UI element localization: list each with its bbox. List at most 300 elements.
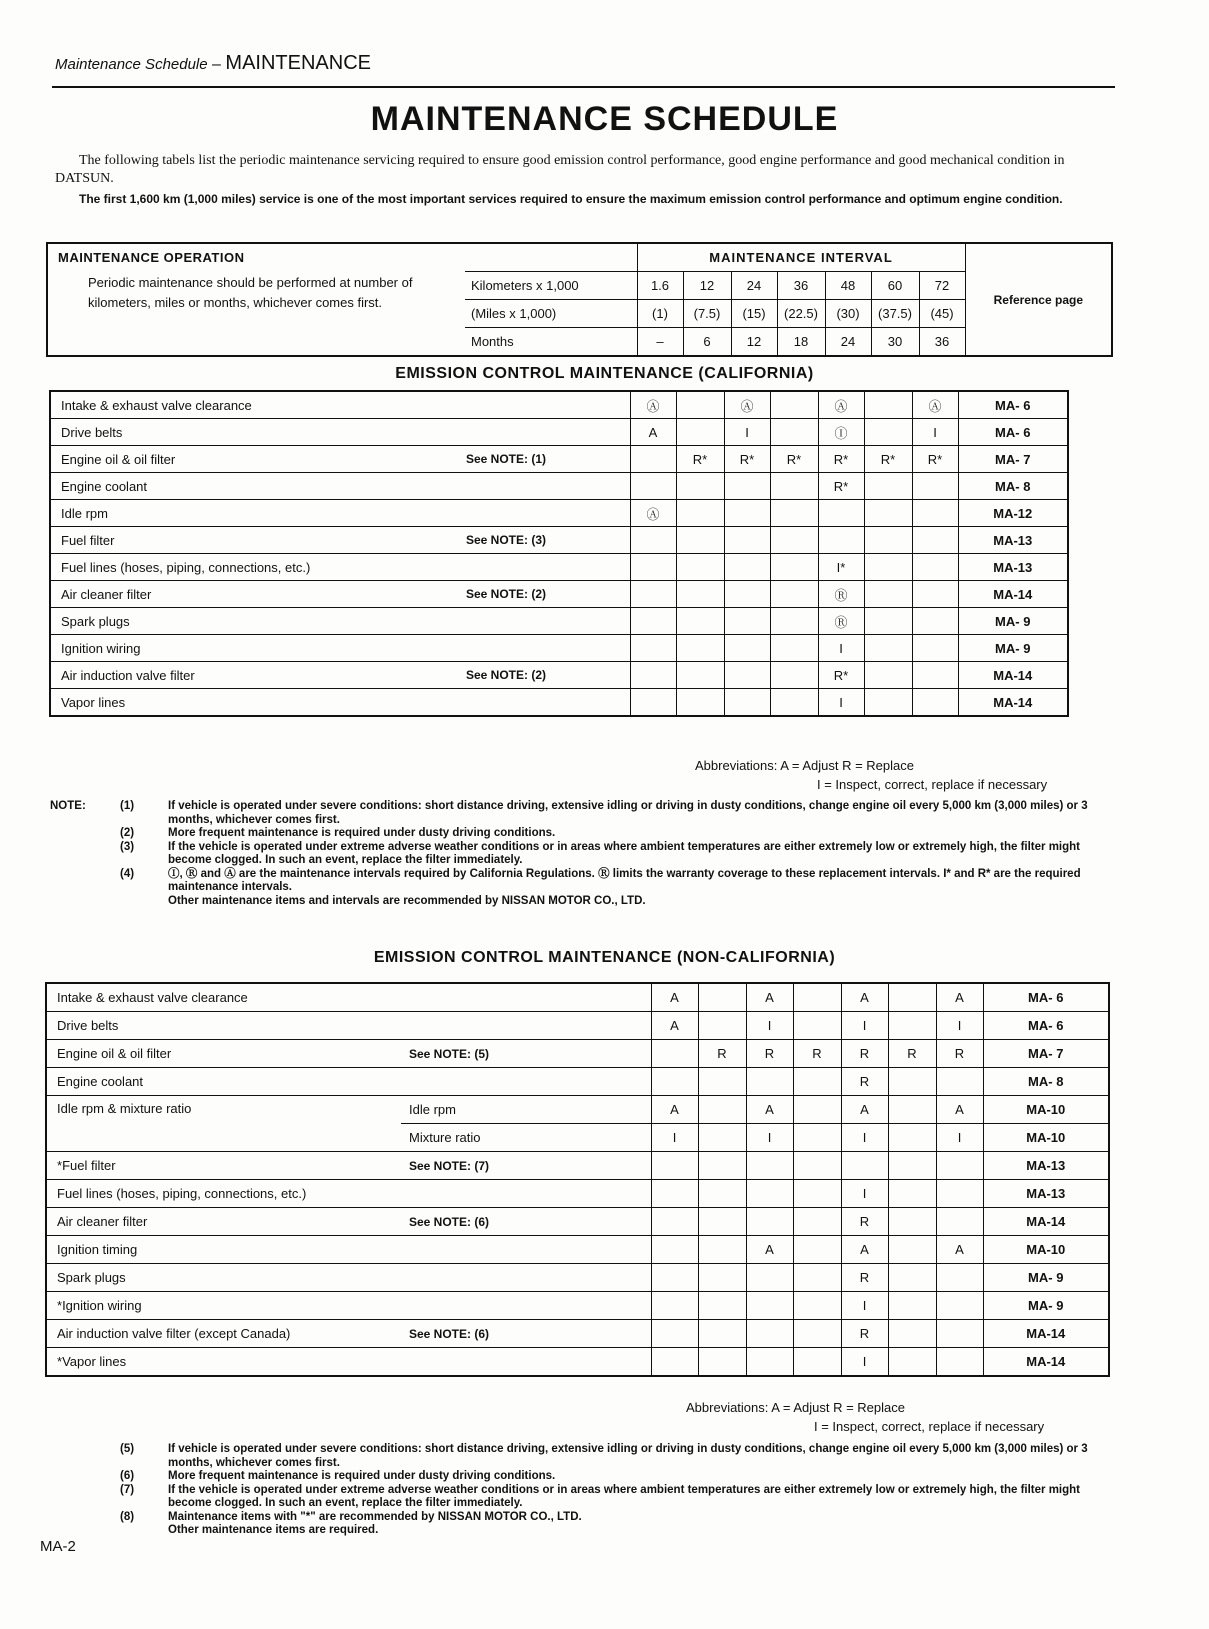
reference-page: MA- 9: [958, 635, 1068, 662]
interval-mark: [912, 527, 958, 554]
interval-value: (37.5): [871, 300, 919, 328]
interval-mark: [888, 1152, 936, 1180]
interval-mark: [793, 1208, 841, 1236]
item-note: [401, 1236, 651, 1264]
interval-mark: R: [793, 1040, 841, 1068]
note-number: (8): [120, 1510, 135, 1523]
interval-mark: [864, 419, 912, 446]
item-name: [50, 527, 458, 554]
item-note: [458, 635, 630, 662]
interval-mark: [936, 1180, 983, 1208]
interval-mark: R: [841, 1208, 888, 1236]
reference-page: MA-13: [958, 554, 1068, 581]
interval-mark: I: [841, 1012, 888, 1040]
note-label: [50, 895, 120, 909]
item-name: [50, 689, 458, 717]
schedule-row: [46, 1180, 1109, 1208]
reference-page: MA-14: [958, 581, 1068, 608]
interval-mark: I: [936, 1124, 983, 1152]
interval-mark: [888, 1124, 936, 1152]
item-label: Ignition timing: [57, 1242, 138, 1257]
item-note: [401, 983, 651, 1012]
interval-mark: [912, 473, 958, 500]
schedule-row: [46, 1292, 1109, 1320]
item-label: Spark plugs: [57, 1270, 126, 1285]
note-text: More frequent maintenance is required under dusty driving conditions.: [168, 827, 556, 839]
interval-mark: Ⓐ: [724, 391, 770, 419]
abbreviations-line-1: Abbreviations: A = Adjust R = Replace: [686, 1400, 905, 1415]
interval-mark: [770, 662, 818, 689]
interval-value: 24: [825, 328, 871, 357]
reference-page: MA-14: [958, 662, 1068, 689]
schedule-row: [46, 1348, 1109, 1377]
interval-mark: [793, 983, 841, 1012]
recommended-marker: *: [57, 1354, 63, 1369]
item-label: Drive belts: [61, 424, 123, 440]
reference-page: MA-12: [958, 500, 1068, 527]
interval-mark: [676, 581, 724, 608]
note-label: [50, 1484, 120, 1511]
abbreviations-line-1: Abbreviations: A = Adjust R = Replace: [695, 758, 914, 773]
interval-mark: [724, 500, 770, 527]
note-label: [50, 827, 120, 841]
interval-value: (45): [919, 300, 965, 328]
note-number: (7): [120, 1483, 135, 1496]
interval-mark: [676, 635, 724, 662]
note-text: Maintenance items with "*" are recommended by NISSAN MOTOR CO., LTD.: [168, 1510, 582, 1523]
item-note: See NOTE: (6): [401, 1320, 651, 1348]
schedule-row: [50, 662, 1068, 689]
reference-page: MA-10: [983, 1124, 1109, 1152]
interval-mark: [888, 1320, 936, 1348]
interval-mark: [676, 689, 724, 717]
interval-mark: [724, 473, 770, 500]
interval-mark: I: [651, 1124, 698, 1152]
california-notes: [50, 800, 1105, 908]
interval-mark: [936, 1208, 983, 1236]
reference-page: MA-13: [983, 1152, 1109, 1180]
interval-table: [46, 242, 1113, 357]
header-separator: –: [207, 56, 226, 73]
note-row: [50, 1470, 1105, 1484]
interval-mark: [698, 1208, 746, 1236]
interval-mark: [936, 1292, 983, 1320]
item-label: Engine oil & oil filter: [57, 1046, 172, 1061]
item-note: [458, 473, 630, 500]
interval-mark: [746, 1152, 793, 1180]
interval-mark: [888, 1180, 936, 1208]
interval-value: 6: [683, 328, 731, 357]
interval-mark: [698, 1320, 746, 1348]
note-label: [50, 1511, 120, 1525]
interval-mark: A: [841, 1236, 888, 1264]
note-number: (6): [120, 1470, 135, 1482]
item-label: Engine coolant: [61, 478, 148, 494]
reference-page: MA- 8: [983, 1068, 1109, 1096]
schedule-row: [50, 419, 1068, 446]
item-note: [458, 500, 630, 527]
interval-value: 72: [919, 272, 965, 300]
interval-mark: Ⓡ: [818, 581, 864, 608]
unit-label: (Miles x 1,000): [465, 300, 637, 328]
reference-page: MA- 6: [983, 983, 1109, 1012]
non-california-notes: [50, 1443, 1105, 1538]
interval-value: (15): [731, 300, 777, 328]
item-note: [458, 419, 630, 446]
item-name: [50, 662, 458, 689]
interval-mark: [676, 391, 724, 419]
reference-page: MA-14: [983, 1208, 1109, 1236]
note-row: [50, 868, 1105, 895]
interval-mark: [698, 1236, 746, 1264]
item-name: [50, 635, 458, 662]
schedule-row: [46, 1012, 1109, 1040]
schedule-row: [46, 983, 1109, 1012]
reference-page: MA- 9: [983, 1292, 1109, 1320]
reference-page: MA-14: [983, 1348, 1109, 1377]
interval-mark: [888, 1236, 936, 1264]
item-name: Idle rpm & mixture ratio: [46, 1096, 401, 1152]
schedule-row-idle-group: [46, 1096, 1109, 1124]
item-note: [401, 1180, 651, 1208]
reference-page: MA-13: [983, 1180, 1109, 1208]
interval-mark: [698, 1292, 746, 1320]
interval-mark: [912, 500, 958, 527]
interval-mark: [724, 527, 770, 554]
interval-mark: [676, 500, 724, 527]
interval-mark: [793, 1292, 841, 1320]
interval-mark: [770, 391, 818, 419]
interval-mark: A: [746, 983, 793, 1012]
note-label: [50, 841, 120, 868]
interval-mark: [770, 581, 818, 608]
interval-mark: [724, 608, 770, 635]
california-schedule-table: [49, 390, 1069, 717]
page-header: [55, 52, 1115, 75]
interval-mark: [651, 1320, 698, 1348]
reference-page: MA- 7: [983, 1040, 1109, 1068]
note-number: (2): [120, 827, 135, 839]
interval-mark: Ⓐ: [630, 391, 676, 419]
interval-mark: R*: [724, 446, 770, 473]
schedule-row: [50, 527, 1068, 554]
interval-mark: [793, 1124, 841, 1152]
interval-value: 60: [871, 272, 919, 300]
intro-text: [55, 152, 1105, 208]
maintenance-interval-heading: MAINTENANCE INTERVAL: [637, 243, 965, 272]
interval-mark: [793, 1068, 841, 1096]
item-note: See NOTE: (2): [458, 581, 630, 608]
note-text: If vehicle is operated under severe conditions: short distance driving, extensive idling or driving in dusty conditions, change engine oil every 5,000 km (3,000 miles) or 3 months, whichever comes first.: [168, 1443, 1088, 1469]
item-name: [50, 391, 458, 419]
interval-mark: A: [651, 1012, 698, 1040]
interval-mark: [630, 662, 676, 689]
interval-mark: [770, 635, 818, 662]
item-label: Ignition wiring: [62, 1298, 142, 1313]
intro-paragraph-1: The following tabels list the periodic maintenance servicing required to ensure good emission control performance, good engine performance and good mechanical condition in DATSUN.: [55, 153, 1065, 186]
interval-mark: [864, 635, 912, 662]
schedule-row: [46, 1208, 1109, 1236]
intro-paragraph-2: The first 1,600 km (1,000 miles) service is one of the most important services required to ensure the maximum emission control performance and optimum engine condition.: [79, 192, 1063, 206]
schedule-row: [50, 473, 1068, 500]
note-row: [50, 1443, 1105, 1470]
interval-mark: [676, 473, 724, 500]
interval-mark: [770, 419, 818, 446]
non-california-schedule-table: [45, 982, 1110, 1377]
interval-mark: [864, 500, 912, 527]
recommended-marker: *: [57, 1298, 63, 1313]
note-row: [50, 1524, 1105, 1538]
interval-mark: [724, 662, 770, 689]
interval-value: 12: [731, 328, 777, 357]
reference-page: MA-10: [983, 1236, 1109, 1264]
interval-mark: [724, 581, 770, 608]
interval-mark: [746, 1208, 793, 1236]
interval-mark: [864, 689, 912, 717]
interval-mark: [912, 662, 958, 689]
unit-label: Kilometers x 1,000: [465, 272, 637, 300]
interval-mark: A: [841, 1096, 888, 1124]
schedule-row: [50, 635, 1068, 662]
item-note: [458, 689, 630, 717]
interval-mark: [698, 1264, 746, 1292]
interval-mark: [698, 1124, 746, 1152]
interval-mark: A: [651, 983, 698, 1012]
interval-mark: R: [841, 1264, 888, 1292]
note-text: Other maintenance items and intervals are recommended by NISSAN MOTOR CO., LTD.: [168, 894, 646, 907]
interval-mark: [793, 1180, 841, 1208]
interval-mark: [676, 419, 724, 446]
schedule-row: [50, 500, 1068, 527]
interval-mark: Ⓐ: [818, 391, 864, 419]
item-name: [46, 1152, 401, 1180]
interval-mark: [770, 473, 818, 500]
interval-mark: [912, 635, 958, 662]
non-california-abbreviations: [686, 1398, 1044, 1436]
interval-mark: R: [841, 1068, 888, 1096]
reference-page: MA-14: [983, 1320, 1109, 1348]
interval-mark: [698, 1152, 746, 1180]
note-label: [50, 868, 120, 895]
item-note: See NOTE: (3): [458, 527, 630, 554]
item-label: Fuel filter: [61, 532, 115, 548]
note-number: (4): [120, 867, 135, 880]
interval-mark: [818, 500, 864, 527]
item-name: [50, 608, 458, 635]
interval-mark: [630, 635, 676, 662]
interval-mark: R*: [818, 662, 864, 689]
interval-value: (22.5): [777, 300, 825, 328]
reference-page: MA-14: [958, 689, 1068, 717]
interval-mark: [864, 581, 912, 608]
interval-mark: [746, 1348, 793, 1377]
interval-mark: I: [841, 1124, 888, 1152]
reference-page-heading: Reference page: [965, 243, 1112, 356]
interval-mark: [936, 1348, 983, 1377]
interval-mark: [698, 1012, 746, 1040]
item-name: [50, 554, 458, 581]
interval-mark: I: [818, 689, 864, 717]
note-text: More frequent maintenance is required under dusty driving conditions.: [168, 1470, 556, 1482]
interval-mark: [746, 1068, 793, 1096]
schedule-row: [46, 1320, 1109, 1348]
item-name: [50, 419, 458, 446]
interval-value: 1.6: [637, 272, 683, 300]
interval-mark: R*: [676, 446, 724, 473]
schedule-row: [50, 689, 1068, 717]
interval-mark: Ⓘ: [818, 419, 864, 446]
reference-page: MA- 9: [958, 608, 1068, 635]
note-number: [120, 895, 168, 909]
interval-mark: I: [912, 419, 958, 446]
interval-mark: [630, 473, 676, 500]
reference-page: MA- 6: [958, 391, 1068, 419]
interval-mark: A: [746, 1236, 793, 1264]
interval-mark: [912, 554, 958, 581]
interval-value: (1): [637, 300, 683, 328]
interval-mark: [651, 1040, 698, 1068]
maintenance-operation-heading: MAINTENANCE OPERATION: [58, 250, 245, 265]
item-label: Intake & exhaust valve clearance: [57, 990, 248, 1005]
interval-mark: [864, 554, 912, 581]
maintenance-operation-cell: [47, 243, 465, 356]
abbreviations-line-2: I = Inspect, correct, replace if necessary: [814, 1419, 1045, 1434]
item-label: Idle rpm: [61, 505, 108, 521]
note-label: [50, 1524, 120, 1538]
interval-mark: [651, 1208, 698, 1236]
interval-mark: A: [936, 1236, 983, 1264]
interval-mark: [676, 554, 724, 581]
note-text: If the vehicle is operated under extreme adverse weather conditions or in areas where ambient temperatures are either extremely low or extremely high, the filter might become clogged. In such an event, replace the filter immediately.: [168, 840, 1080, 866]
item-name: [46, 1068, 401, 1096]
interval-mark: A: [746, 1096, 793, 1124]
interval-mark: [888, 1096, 936, 1124]
interval-value: (7.5): [683, 300, 731, 328]
interval-value: 24: [731, 272, 777, 300]
interval-mark: I: [841, 1292, 888, 1320]
item-label: Drive belts: [57, 1018, 119, 1033]
interval-mark: [630, 527, 676, 554]
interval-mark: A: [651, 1096, 698, 1124]
interval-mark: [746, 1320, 793, 1348]
interval-value: (30): [825, 300, 871, 328]
interval-mark: [746, 1264, 793, 1292]
interval-mark: [864, 662, 912, 689]
interval-mark: [698, 1348, 746, 1377]
reference-page: MA- 6: [958, 419, 1068, 446]
interval-value: 12: [683, 272, 731, 300]
note-number: [120, 1524, 168, 1538]
interval-mark: [888, 983, 936, 1012]
item-note: [458, 391, 630, 419]
interval-mark: [888, 1068, 936, 1096]
item-subrow: Idle rpm: [401, 1096, 651, 1124]
item-subrow: Mixture ratio: [401, 1124, 651, 1152]
interval-mark: [651, 1180, 698, 1208]
interval-mark: R: [746, 1040, 793, 1068]
item-label: Spark plugs: [61, 613, 130, 629]
schedule-row: [46, 1040, 1109, 1068]
note-number: (3): [120, 840, 135, 853]
abbreviations-line-2: I = Inspect, correct, replace if necessary: [817, 777, 1048, 792]
interval-mark: [746, 1180, 793, 1208]
reference-page: MA- 7: [958, 446, 1068, 473]
interval-mark: [818, 527, 864, 554]
interval-mark: A: [630, 419, 676, 446]
interval-mark: [793, 1096, 841, 1124]
interval-mark: Ⓡ: [818, 608, 864, 635]
interval-value: 18: [777, 328, 825, 357]
interval-mark: [651, 1348, 698, 1377]
note-text: Ⓘ, Ⓡ and Ⓐ are the maintenance intervals required by California Regulations. Ⓡ limits the warranty coverage to these replacement intervals. I* and R* are the required maintenance intervals.: [168, 867, 1081, 893]
interval-mark: [793, 1348, 841, 1377]
interval-mark: [724, 689, 770, 717]
interval-mark: [770, 608, 818, 635]
interval-mark: [651, 1292, 698, 1320]
note-number: (1): [120, 800, 135, 812]
interval-mark: [936, 1264, 983, 1292]
item-name: [46, 1040, 401, 1068]
item-label: Vapor lines: [62, 1354, 127, 1369]
schedule-row: [50, 608, 1068, 635]
item-note: [401, 1068, 651, 1096]
non-california-section-title: EMISSION CONTROL MAINTENANCE (NON-CALIFORNIA): [373, 949, 836, 966]
interval-mark: [698, 1068, 746, 1096]
interval-mark: I*: [818, 554, 864, 581]
interval-mark: [770, 500, 818, 527]
note-row: [50, 800, 1105, 827]
california-section-title: EMISSION CONTROL MAINTENANCE (CALIFORNIA): [395, 365, 814, 382]
item-label: Engine oil & oil filter: [61, 451, 176, 467]
item-note: See NOTE: (7): [401, 1152, 651, 1180]
interval-mark: [793, 1264, 841, 1292]
interval-mark: [770, 689, 818, 717]
interval-mark: [864, 527, 912, 554]
item-name: [50, 473, 458, 500]
interval-mark: [912, 689, 958, 717]
interval-mark: R: [841, 1320, 888, 1348]
interval-mark: [651, 1152, 698, 1180]
item-name: [50, 446, 458, 473]
item-name: [46, 1292, 401, 1320]
item-note: [458, 608, 630, 635]
interval-mark: [793, 1012, 841, 1040]
note-label: [50, 1443, 120, 1470]
item-note: See NOTE: (2): [458, 662, 630, 689]
interval-mark: I: [818, 635, 864, 662]
item-name: [46, 1012, 401, 1040]
item-label: Air induction valve filter (except Canada): [57, 1326, 291, 1341]
interval-mark: R*: [770, 446, 818, 473]
interval-mark: [888, 1264, 936, 1292]
item-name: [46, 1208, 401, 1236]
interval-mark: R: [841, 1040, 888, 1068]
note-text: Other maintenance items are required.: [168, 1524, 379, 1536]
header-rule: [52, 86, 1115, 88]
interval-mark: [630, 689, 676, 717]
interval-mark: [630, 608, 676, 635]
interval-mark: [841, 1152, 888, 1180]
interval-mark: [793, 1236, 841, 1264]
item-label: Vapor lines: [61, 694, 126, 710]
interval-mark: [676, 527, 724, 554]
note-row: [50, 827, 1105, 841]
interval-mark: [676, 662, 724, 689]
interval-mark: [770, 527, 818, 554]
unit-label: Months: [465, 328, 637, 357]
item-label: Air induction valve filter: [61, 667, 195, 683]
reference-page: MA- 6: [983, 1012, 1109, 1040]
